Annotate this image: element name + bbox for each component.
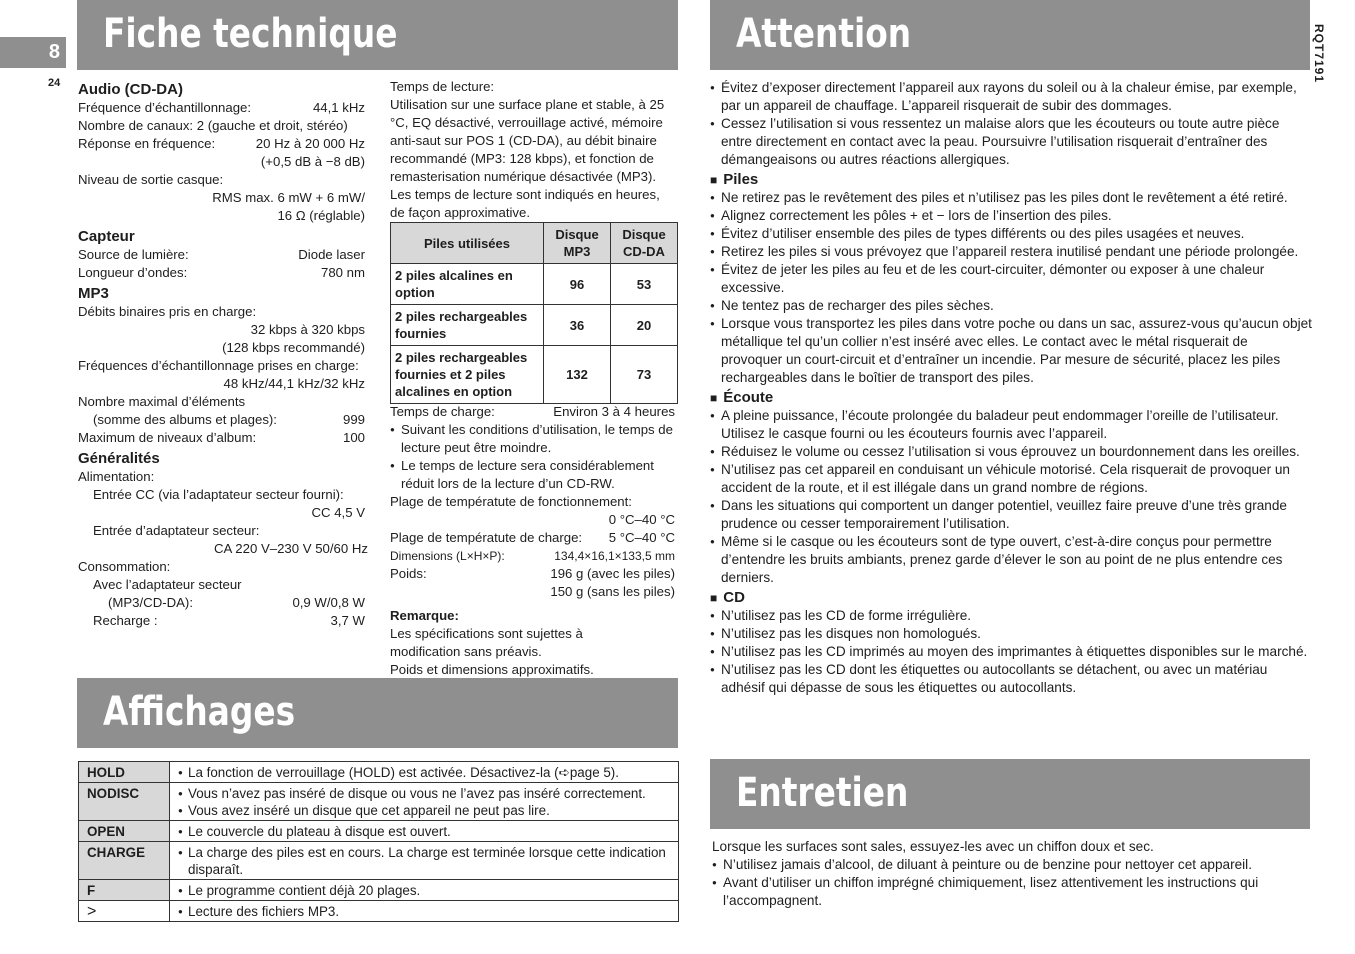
spec-label: Nombre maximal d’éléments: [78, 394, 246, 409]
cd-heading: ■ CD: [710, 589, 1312, 607]
bullet-item: ● N’utilisez pas les CD de forme irrégulière.: [710, 607, 1312, 625]
attention-title: Attention: [736, 11, 912, 57]
spec-value: 0 °C–40 °C: [608, 512, 675, 527]
display-description: [170, 880, 679, 901]
spec-label: (MP3/CD-DA):: [108, 595, 193, 610]
capteur-heading: Capteur: [78, 228, 135, 245]
fiche-technique-banner: [77, 0, 678, 70]
table-row: [391, 305, 678, 346]
spec-row: [390, 547, 675, 565]
spec-value: 32 kbps à 320 kbps: [250, 322, 365, 337]
spec-label: Réponse en fréquence:: [78, 136, 216, 151]
table-header-row: [391, 223, 678, 264]
spec-column-1: [78, 78, 368, 630]
display-description: [170, 762, 679, 783]
spec-label: Plage de températute de fonctionnement:: [390, 494, 632, 509]
remarque-text: Poids et dimensions approximatifs.: [390, 662, 594, 677]
table-row: [79, 880, 679, 901]
bullet-item: ● N’utilisez pas les CD dont les étiquettes ou autocollants se détachent, ou avec un matériau adhésif qui dépasse de sous les étiquettes ou autocollants.: [710, 661, 1312, 697]
document-code: RQT7191: [1312, 24, 1326, 84]
attention-banner: [710, 0, 1310, 70]
spec-value: 16 Ω (réglable): [277, 208, 365, 223]
table-cell: 53: [611, 264, 678, 305]
spec-value: CC 4,5 V: [311, 505, 365, 520]
spec-row: [78, 264, 365, 282]
display-description: [170, 901, 679, 922]
spec-label: Poids:: [390, 566, 427, 581]
spec-label: Entrée d’adaptateur secteur:: [93, 523, 260, 538]
ecoute-heading: ■ Écoute: [710, 389, 1312, 407]
spec-label: Source de lumière:: [78, 247, 189, 262]
spec-label: Plage de températute de charge:: [390, 530, 583, 545]
bullet-item: ● N’utilisez pas cet appareil en conduisant un véhicule motorisé. Cela risquerait de provoquer un accident de la route, et il est illégale dans un grand nombre de régions.: [710, 461, 1312, 497]
table-row: [391, 346, 678, 404]
spec-value: 48 kHz/44,1 kHz/32 kHz: [223, 376, 365, 391]
bullet-item: ● Lecture des fichiers MP3.: [178, 903, 670, 920]
display-code: CHARGE: [79, 842, 170, 880]
spec-label: Longueur d’ondes:: [78, 265, 188, 280]
bullet-item: ● Même si le casque ou les écouteurs sont de type ouvert, c’est-à-dire conçus pour permettre d’entendre les bruits ambiants, prenez garde d’élever le son au point de ne plus entendre ces derniers.: [710, 533, 1312, 587]
table-cell: 2 piles rechargeables fournies et 2 piles alcalines en option: [391, 346, 544, 404]
spec-value: (128 kbps recommandé): [222, 340, 365, 355]
spec-label: Alimentation:: [78, 469, 155, 484]
spec-row: [78, 99, 365, 117]
spec-value: 0,9 W/0,8 W: [292, 595, 365, 610]
spec-row: [390, 529, 675, 547]
attention-section: [710, 79, 1312, 697]
spec-row: [78, 135, 365, 153]
display-description: [170, 842, 679, 880]
spec-column-2-bottom: [390, 403, 675, 679]
table-row: [391, 264, 678, 305]
spec-label: Maximum de niveaux d’album:: [78, 430, 257, 445]
spec-value: 150 g (sans les piles): [550, 584, 675, 599]
page-number: 8: [0, 37, 66, 68]
spec-row: [78, 612, 365, 630]
table-cell: 36: [544, 305, 611, 346]
bullet-item: ● Évitez d’utiliser ensemble des piles de types différents ou des piles usagées et neuves.: [710, 225, 1312, 243]
spec-value: 780 nm: [321, 265, 365, 280]
table-cell: 96: [544, 264, 611, 305]
entretien-intro: Lorsque les surfaces sont sales, essuyez-les avec un chiffon doux et sec.: [712, 839, 1154, 854]
spec-row: [78, 429, 365, 447]
bullet-item: ● Avant d’utiliser un chiffon imprégné chimiquement, lisez attentivement les instructions qui l’accompagnent.: [712, 874, 1310, 910]
spec-row: [78, 246, 365, 264]
display-code: >: [79, 901, 170, 922]
spec-label: Dimensions (L×H×P):: [390, 549, 505, 563]
entretien-banner: [710, 759, 1310, 829]
bullet-item: ● Ne tentez pas de recharger des piles sèches.: [710, 297, 1312, 315]
table-cell: 132: [544, 346, 611, 404]
spec-label: Consommation:: [78, 559, 171, 574]
spec-label: Temps de charge:: [390, 404, 495, 419]
bullet-item: ● La fonction de verrouillage (HOLD) est activée. Désactivez-la (➪page 5).: [178, 764, 670, 781]
temps-lecture-text: Utilisation sur une surface plane et stable, à 25 °C, EQ désactivé, verrouillage activé, mémoire anti-saut sur POS 1 (CD-DA), au débit binaire recommandé (MP3: 128 kbps), et fonction de remasterisation numérique désactivée (MP3). Les temps de lecture sont indiqués en heures, de façon approximative.: [390, 97, 665, 220]
piles-heading: ■ Piles: [710, 171, 1312, 189]
spec-label: Débits binaires pris en charge:: [78, 304, 257, 319]
entretien-title: Entretien: [736, 770, 909, 816]
table-cell: 2 piles alcalines en option: [391, 264, 544, 305]
bullet-item: ● Réduisez le volume ou cessez l’utilisation si vous éprouvez un bourdonnement dans les oreilles.: [710, 443, 1312, 461]
spec-value: 999: [342, 412, 365, 427]
spec-value: Diode laser: [298, 247, 365, 262]
table-row: [79, 783, 679, 821]
bullet-item: ● N’utilisez pas les CD imprimés au moyen des imprimantes à étiquettes disponibles sur le marché.: [710, 643, 1312, 661]
page-sub-number: 24: [48, 77, 61, 89]
spec-row: [78, 594, 365, 612]
spec-label: Fréquence d’échantillonnage:: [78, 100, 252, 115]
spec-value: Environ 3 à 4 heures: [553, 404, 675, 419]
table-row: [79, 842, 679, 880]
bullet-item: ● N’utilisez pas les disques non homologués.: [710, 625, 1312, 643]
audio-heading: Audio (CD-DA): [78, 81, 183, 98]
bullet-item: ● Vous n’avez pas inséré de disque ou vous ne l’avez pas inséré correctement.: [178, 785, 670, 802]
spec-column-2: [390, 78, 678, 222]
display-description: [170, 821, 679, 842]
entretien-section: [712, 838, 1310, 910]
table-cell: 73: [611, 346, 678, 404]
table-header: Disque MP3: [544, 223, 611, 264]
spec-value: 196 g (avec les piles): [550, 566, 675, 581]
spec-value: RMS max. 6 mW + 6 mW/: [212, 190, 365, 205]
display-code: F: [79, 880, 170, 901]
bullet-item: ● Suivant les conditions d’utilisation, le temps de lecture peut être moindre.: [390, 421, 675, 457]
table-cell: 2 piles rechargeables fournies: [391, 305, 544, 346]
bullet-item: ● Dans les situations qui comportent un danger potentiel, veuillez faire preuve d’une très grande prudence ou cesser temporairement l’utilisation.: [710, 497, 1312, 533]
spec-label: Avec l’adaptateur secteur: [93, 577, 242, 592]
bullet-item: ● Vous avez inséré un disque que cet appareil ne peut pas lire.: [178, 802, 670, 819]
spec-row: [390, 565, 675, 583]
affichages-title: Affichages: [103, 689, 296, 735]
remarque-heading: Remarque:: [390, 608, 459, 623]
display-messages-table: [78, 761, 679, 922]
mp3-heading: MP3: [78, 285, 109, 302]
spec-label: (somme des albums et plages):: [93, 412, 277, 427]
spec-value: 100: [342, 430, 365, 445]
spec-label: Recharge :: [93, 613, 158, 628]
bullet-item: ● A pleine puissance, l’écoute prolongée du baladeur peut endommager l’oreille de l’utilisateur. Utilisez le casque fourni ou les écouteurs fournis avec l’appareil.: [710, 407, 1312, 443]
generalites-heading: Généralités: [78, 450, 160, 467]
bullet-item: ● Le temps de lecture sera considérablement réduit lors de la lecture d’un CD-RW.: [390, 457, 675, 493]
display-code: HOLD: [79, 762, 170, 783]
fiche-technique-title: Fiche technique: [103, 11, 398, 57]
table-cell: 20: [611, 305, 678, 346]
table-row: [79, 901, 679, 922]
bullet-item: ● Le programme contient déjà 20 plages.: [178, 882, 670, 899]
battery-table: [390, 222, 678, 404]
bullet-item: ● Évitez d’exposer directement l’appareil aux rayons du soleil ou à la chaleur émise, par exemple, par un appareil de chauffage. L’appareil risquerait de subir des dommages.: [710, 79, 1312, 115]
bullet-item: ● Évitez de jeter les piles au feu et de les court-circuiter, démonter ou exposer à une chaleur excessive.: [710, 261, 1312, 297]
display-description: [170, 783, 679, 821]
spec-value: (+0,5 dB à −8 dB): [260, 154, 365, 169]
spec-value: 20 Hz à 20 000 Hz: [255, 136, 365, 151]
spec-row: [390, 403, 675, 421]
spec-value: 44,1 kHz: [312, 100, 365, 115]
bullet-item: ● Alignez correctement les pôles + et − lors de l’insertion des piles.: [710, 207, 1312, 225]
spec-row: [78, 411, 365, 429]
table-header: Disque CD-DA: [611, 223, 678, 264]
remarque-text: Les spécifications sont sujettes à: [390, 626, 583, 641]
table-row: [79, 821, 679, 842]
remarque-text: modification sans préavis.: [390, 644, 542, 659]
bullet-item: ● Le couvercle du plateau à disque est ouvert.: [178, 823, 670, 840]
spec-row: Nombre de canaux: 2 (gauche et droit, stéréo): [78, 118, 348, 133]
spec-value: 3,7 W: [330, 613, 365, 628]
bullet-item: ● N’utilisez jamais d’alcool, de diluant à peinture ou de benzine pour nettoyer cet appareil.: [712, 856, 1310, 874]
temps-lecture-label: Temps de lecture:: [390, 79, 495, 94]
spec-label: Entrée CC (via l’adaptateur secteur fourni):: [93, 487, 344, 502]
bullet-item: ● Lorsque vous transportez les piles dans votre poche ou dans un sac, assurez-vous qu’aucun objet métallique tel qu’un collier n’est inséré avec elles. Le contact avec le métal risquerait de provoquer un court-circuit et d’entraîner un incendie. Par mesure de sécurité, placez les piles rechargeables dans le boîtier de transport des piles.: [710, 315, 1312, 387]
spec-value: CA 220 V–230 V 50/60 Hz: [214, 541, 368, 556]
bullet-item: ● Retirez les piles si vous prévoyez que l’appareil restera inutilisé pendant une période prolongée.: [710, 243, 1312, 261]
spec-label: Fréquences d’échantillonnage prises en charge:: [78, 358, 359, 373]
spec-value: 134,4×16,1×133,5 mm: [554, 549, 675, 563]
table-header: Piles utilisées: [391, 223, 544, 264]
bullet-item: ● Cessez l’utilisation si vous ressentez un malaise alors que les écouteurs ou toute autre pièce entre directement en contact avec la peau. Poursuivre l’utilisation risquerait d’entraîner des démangeaisons ou autres réactions allergiques.: [710, 115, 1312, 169]
display-code: NODISC: [79, 783, 170, 821]
spec-label: Niveau de sortie casque:: [78, 172, 224, 187]
bullet-item: ● Ne retirez pas le revêtement des piles et n’utilisez pas les piles dont le revêtement a été retiré.: [710, 189, 1312, 207]
affichages-banner: [77, 678, 678, 748]
table-row: [79, 762, 679, 783]
spec-value: 5 °C–40 °C: [608, 530, 675, 545]
bullet-item: ● La charge des piles est en cours. La charge est terminée lorsque cette indication disparaît.: [178, 844, 670, 878]
display-code: OPEN: [79, 821, 170, 842]
